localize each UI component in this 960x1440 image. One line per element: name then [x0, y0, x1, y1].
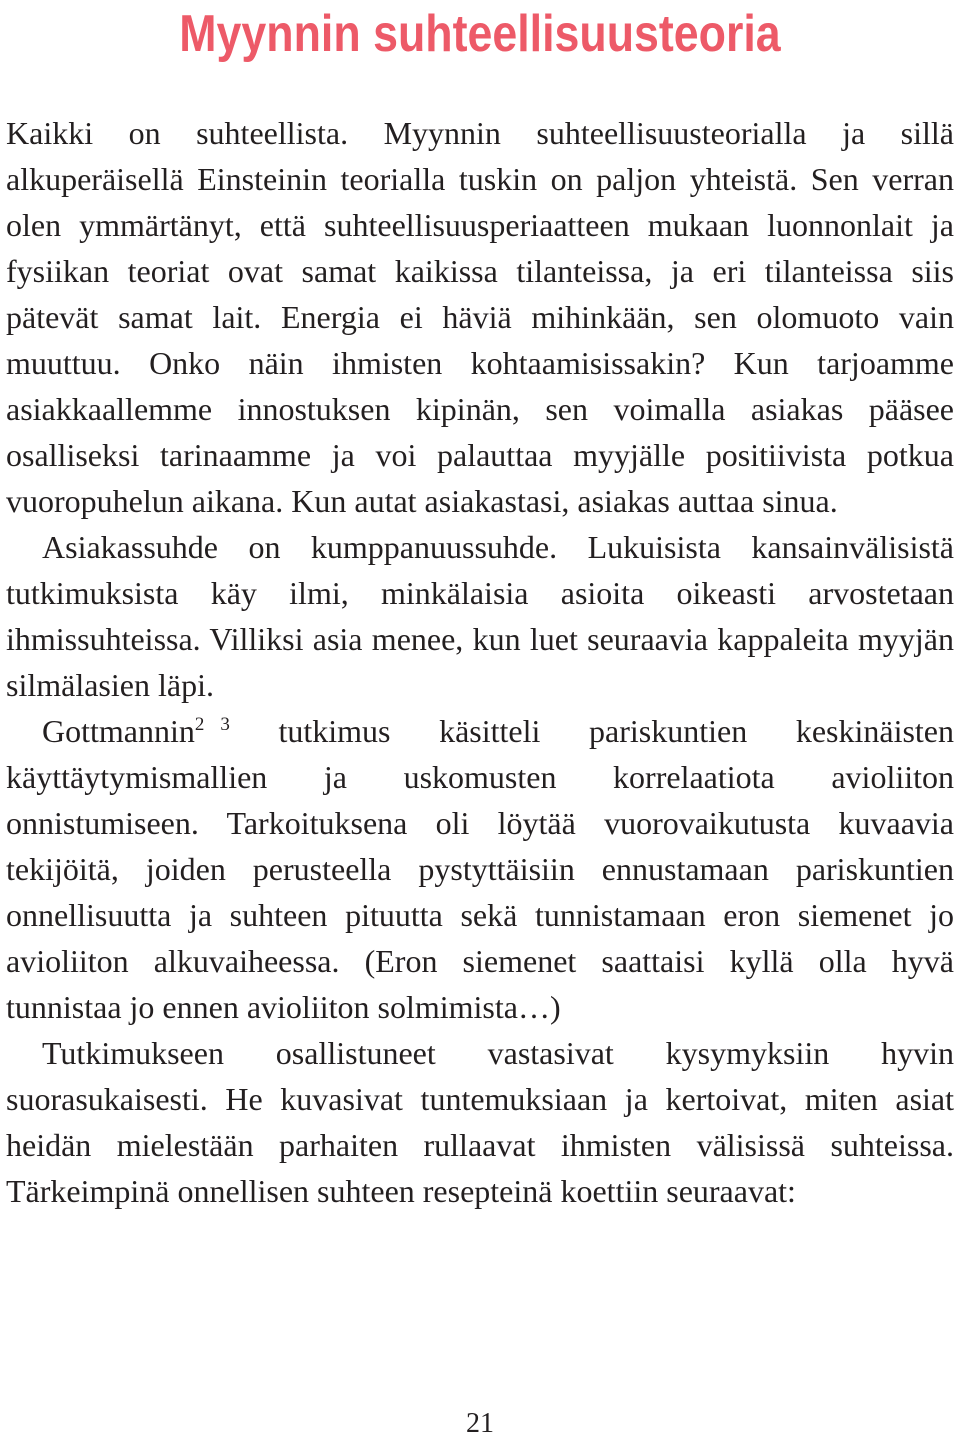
footnote-ref-2: 2: [194, 714, 205, 735]
paragraph-1: Kaikki on suhteellista. Myynnin suhteellisuusteorialla ja sillä alkuperäisellä Einsteinin teorialla tuskin on paljon yhteistä. Sen verran olen ymmärtänyt, että suhteellisuusperiaatteen mukaan luonnonlait ja fysiikan teoriat ovat samat kaikissa tilanteissa, ja eri tilanteissa siis pätevät samat lait. Energia ei häviä mihinkään, sen olomuoto vain muuttuu. Onko näin ihmisten kohtaamisissakin? Kun tarjoamme asiakkaallemme innostuksen kipinän, sen voimalla asiakas pääsee osalliseksi tarinaamme ja voi palauttaa myyjälle positiivista potkua vuoropuhelun aikana. Kun autat asiakastasi, asiakas auttaa sinua.: [6, 115, 954, 519]
paragraph-3: [6, 708, 954, 1030]
body-text: [6, 110, 954, 1214]
chapter-title: Myynnin suhteellisuusteoria: [179, 5, 781, 63]
page-number: 21: [466, 1408, 494, 1439]
paragraph-3-start: Gottmannin: [42, 713, 195, 749]
paragraph-2: Asiakassuhde on kumppanuussuhde. Lukuisista kansainvälisistä tutkimuksista käy ilmi, minkälaisia asioita oikeasti arvostetaan ihmissuhteissa. Villiksi asia menee, kun luet seuraavia kappaleita myyjän silmälasien läpi.: [6, 529, 954, 703]
footnote-ref-3: 3: [220, 714, 230, 735]
paragraph-4: Tutkimukseen osallistuneet vastasivat kysymyksiin hyvin suorasukaisesti. He kuvasivat tuntemuksiaan ja kertoivat, miten asiat heidän mielestään parhaiten rullaavat ihmisten välisissä suhteissa. Tärkeimpinä onnellisen suhteen resepteinä koettiin seuraavat:: [6, 1035, 954, 1209]
paragraph-3-rest: tutkimus käsitteli pariskuntien keskinäisten käyttäytymismallien ja uskomusten korrelaatiota avioliiton onnistumiseen. Tarkoituksena oli löytää vuorovaikutusta kuvaavia tekijöitä, joiden perusteella pystyttäisiin ennustamaan pariskuntien onnellisuutta ja suhteen pituutta sekä tunnistamaan eron siemenet jo avioliiton alkuvaiheessa. (Eron siemenet saattaisi kyllä olla hyvä tunnistaa jo ennen avioliiton solmimista…): [6, 713, 955, 1025]
